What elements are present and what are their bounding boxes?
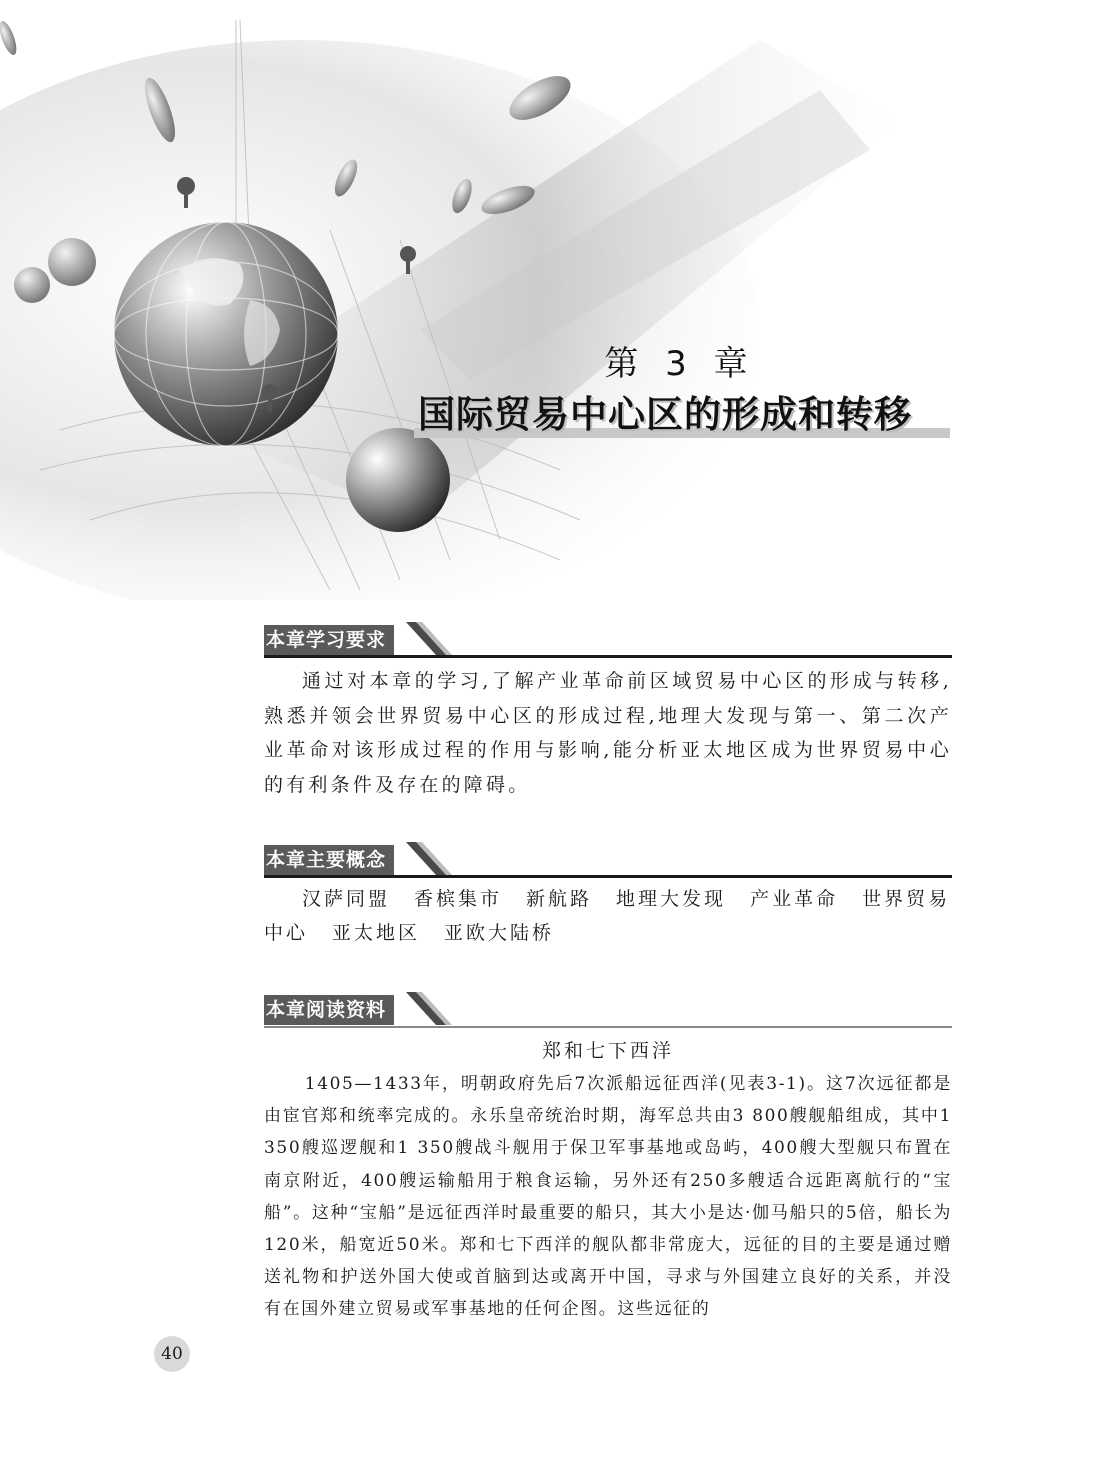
section-heading-concepts [264,836,952,878]
concept-item: 亚太地区 [332,922,421,944]
page-number: 40 [154,1336,190,1372]
concept-item: 香槟集市 [414,888,503,910]
concept-item: 亚欧大陆桥 [444,922,555,944]
section-heading-label: 本章阅读资料 [264,995,394,1025]
concept-item: 产业革命 [750,888,839,910]
section-rule [264,655,952,658]
concepts-list [264,882,952,950]
section-rule [264,1026,952,1028]
reading-text: 1405—1433年，明朝政府先后7次派船远征西洋(见表3-1)。这7次远征都是由宦官郑和统率完成的。永乐皇帝统治时期，海军总共由3 800艘舰船组成，其中1 350艘巡逻舰和1 350艘战斗舰用于保卫军事基地或岛屿，400艘大型舰只布置在南京附近，400艘运输船用于粮食运输，另外还有250多艘适合远距离航行的“宝船”。这种“宝船”是远征西洋时最重要的船只，其大小是达·伽马船只的5倍，船长为120米，船宽近50米。郑和七下西洋的舰队都非常庞大，远征的目的主要是通过赠送礼物和护送外国大使或首脑到达或离开中国，寻求与外国建立良好的关系，并没有在国外建立贸易或军事基地的任何企图。这些远征的 [264,1074,952,1320]
chapter-title: 国际贸易中心区的形成和转移 [418,393,912,436]
chapter-hero-illustration [0,0,1108,600]
section-rule [264,875,952,878]
section-heading-label: 本章学习要求 [264,625,394,655]
concept-item: 新航路 [526,888,593,910]
section-heading-label: 本章主要概念 [264,845,394,875]
concept-item: 汉萨同盟 [302,888,391,910]
chapter-number: 第 3 章 [604,344,756,384]
concept-item: 世界贸易中心 [264,888,951,944]
concept-item: 地理大发现 [616,888,727,910]
section-heading-requirements [264,616,952,658]
requirements-text: 通过对本章的学习,了解产业革命前区域贸易中心区的形成与转移,熟悉并领会世界贸易中心区的形成过程,地理大发现与第一、第二次产业革命对该形成过程的作用与影响,能分析亚太地区成为世界贸易中心的有利条件及存在的障碍。 [264,670,952,796]
reading-title: 郑和七下西洋 [541,1040,674,1062]
section-heading-reading [264,986,952,1028]
